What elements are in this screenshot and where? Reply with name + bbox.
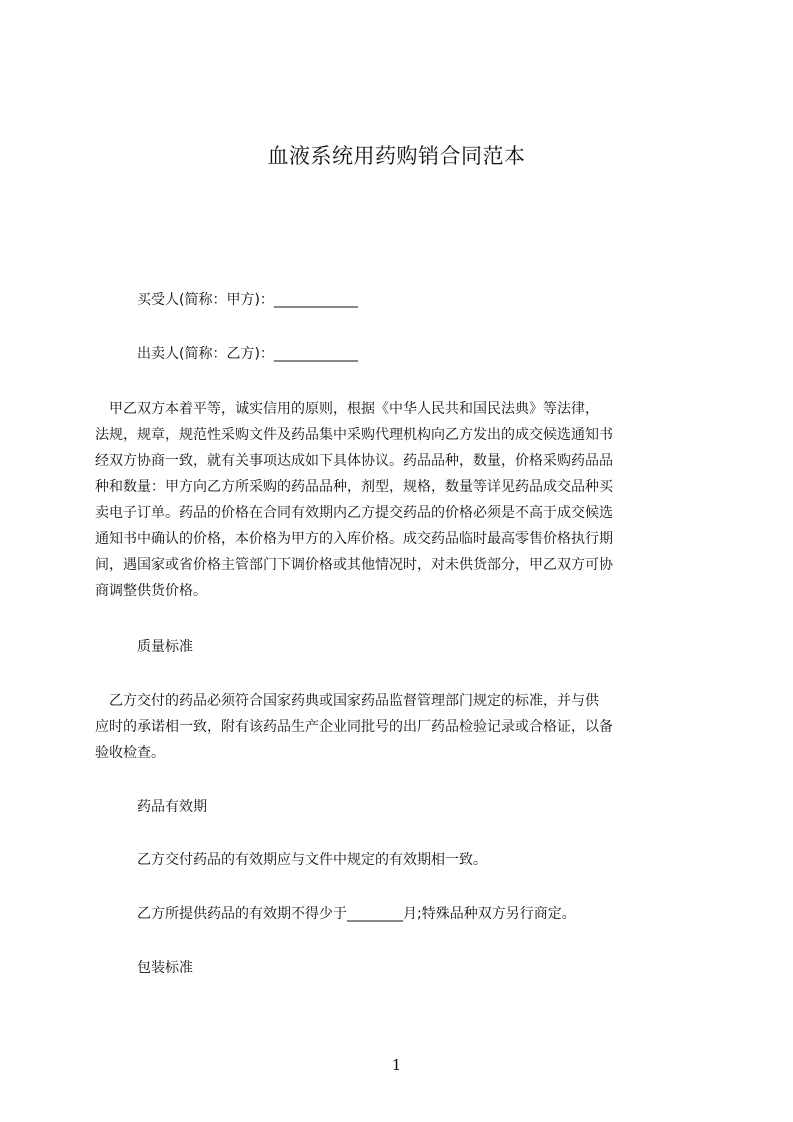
- validity-heading: 药品有效期: [137, 799, 207, 815]
- seller-line: 出卖人(简称：乙方)：____________: [137, 346, 358, 362]
- intro-paragraph-line: 间，遇国家或省价格主管部门下调价格或其他情况时，对未供货部分，甲乙双方可协: [95, 557, 613, 573]
- intro-paragraph-line: 甲乙双方本着平等，诚实信用的原则，根据《中华人民共和国民法典》等法律，: [95, 401, 599, 417]
- packaging-heading: 包装标准: [137, 960, 193, 976]
- quality-paragraph-line: 应时的承诺相一致，附有该药品生产企业同批号的出厂药品检验记录或合格证，以备: [95, 719, 613, 735]
- quality-paragraph-line: 乙方交付的药品必须符合国家药典或国家药品监督管理部门规定的标准，并与供: [95, 693, 599, 709]
- quality-paragraph: [95, 688, 705, 766]
- intro-paragraph: [95, 396, 705, 604]
- validity-line-2: 乙方所提供药品的有效期不得少于________月;特殊品种双方另行商定。: [137, 906, 576, 922]
- intro-paragraph-line: 卖电子订单。药品的价格在合同有效期内乙方提交药品的价格必须是不高于成交候选: [95, 505, 613, 521]
- document-title: 血液系统用药购销合同范本: [267, 144, 526, 168]
- intro-paragraph-line: 种和数量：甲方向乙方所采购的药品品种，剂型，规格，数量等详见药品成交品种买: [95, 479, 613, 495]
- validity-line-1: 乙方交付药品的有效期应与文件中规定的有效期相一致。: [137, 852, 487, 868]
- intro-paragraph-line: 法规，规章，规范性采购文件及药品集中采购代理机构向乙方发出的成交候选通知书: [95, 427, 613, 443]
- page-number: 1: [391, 1056, 402, 1074]
- quality-heading: 质量标准: [137, 639, 193, 655]
- intro-paragraph-line: 商调整供货价格。: [95, 583, 207, 599]
- quality-paragraph-line: 验收检查。: [95, 745, 165, 761]
- intro-paragraph-line: 经双方协商一致，就有关事项达成如下具体协议。药品品种，数量，价格采购药品品: [95, 453, 613, 469]
- buyer-line: 买受人(简称：甲方)：____________: [137, 292, 358, 308]
- intro-paragraph-line: 通知书中确认的价格，本价格为甲方的入库价格。成交药品临时最高零售价格执行期: [95, 531, 613, 547]
